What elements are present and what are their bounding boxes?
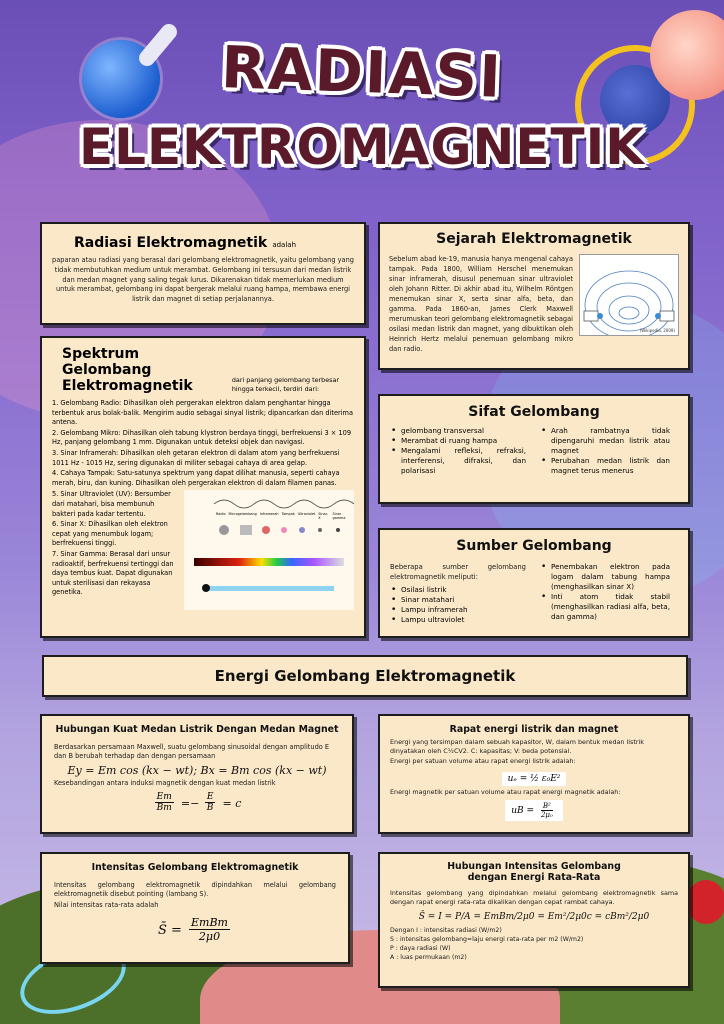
sifat-heading: Sifat Gelombang bbox=[468, 404, 600, 420]
energi-banner bbox=[42, 655, 688, 697]
hubungan-kuat-card bbox=[40, 714, 354, 834]
rapat-body2: Energi per satuan volume atau rapat energi listrik adalah: bbox=[390, 756, 576, 765]
sejarah-heading: Sejarah Elektromagnetik bbox=[436, 231, 632, 247]
hubungan-kuat-heading: Hubungan Kuat Medan Listrik Dengan Medan Magnet bbox=[55, 724, 339, 735]
intensitas-card bbox=[40, 852, 350, 964]
band-label: Tampak bbox=[281, 512, 295, 517]
intensity-equation: S̄ = $\frac{\text{EmBm}}{2\mu 0}$ bbox=[157, 916, 228, 944]
intro-heading: Radiasi Elektromagnetik bbox=[74, 235, 268, 251]
magnetic-density-equation: uB = $\frac{\text{B²}}{\text{2μ₀}}$ bbox=[505, 800, 563, 821]
electric-density-equation: uₑ = ½ ε₀E² bbox=[502, 772, 567, 786]
sumber-item: • Inti atom tidak stabil (menghasilkan radiasi alfa, beta, dan gamma) bbox=[540, 592, 670, 622]
sifat-item: • Merambat di ruang hampa bbox=[390, 436, 526, 446]
sifat-list-right bbox=[540, 426, 670, 476]
sumber-heading: Sumber Gelombang bbox=[456, 538, 612, 554]
band-label: Sinar-X bbox=[318, 512, 329, 521]
spektrum-item: 2. Gelombang Mikro: Dihasilkan oleh tabung klystron berdaya tinggi, berfrekuensi 3 × 109 Hz, panjang gelombang 1 mm. Digunakan untuk deteksi objek dan navigasi. bbox=[52, 428, 352, 447]
page-title-line2: ELEKTROMAGNETIK bbox=[79, 118, 645, 176]
sumber-item: • Osilasi listrik bbox=[390, 585, 526, 595]
page-title-line1: RADIASI bbox=[220, 33, 504, 111]
intensitas-heading: Intensitas Gelombang Elektromagnetik bbox=[91, 862, 299, 873]
band-label: Ultraviolet bbox=[297, 512, 316, 517]
rapat-heading: Rapat energi listrik dan magnet bbox=[449, 724, 619, 735]
hubungan-intensitas-heading-1: Hubungan Intensitas Gelombang bbox=[447, 861, 621, 872]
apple-icon bbox=[686, 880, 724, 924]
spektrum-card bbox=[40, 336, 366, 638]
hubungan-intensitas-card bbox=[378, 852, 690, 988]
sejarah-body: Sebelum abad ke-19, manusia hanya mengenal cahaya tampak. Pada 1800, William Herschel menemukan sinar inframerah, disusul penemuan sinar ultraviolet oleh Johann Ritter. Di akhir abad itu, Wilhelm Röntgen menemukan sinar X, serta sinar alfa, beta, dan gamma. Pada 1860-an, James Clerk Maxwell merumuskan teori gelombang elektromagnetik sebagai osilasi medan listrik dan magnet, yang dibuktikan oleh Heinrich Hertz melalui penemuan gelombang mikro dan radio. bbox=[389, 255, 573, 353]
band-label: Inframerah bbox=[259, 512, 279, 517]
sumber-item: • Sinar matahari bbox=[390, 595, 526, 605]
legend-item: A : luas permukaan (m2) bbox=[390, 954, 467, 962]
sifat-list-left bbox=[390, 426, 526, 476]
sifat-item: • Perubahan medan listrik dan magnet terus menerus bbox=[540, 456, 670, 476]
spektrum-item: 6. Sinar X: Dihasilkan oleh elektron cepat yang menumbuk logam; berfrekuensi tinggi. bbox=[52, 520, 168, 548]
sifat-item: • Mengalami refleksi, refraksi, interferensi, difraksi, dan polarisasi bbox=[390, 446, 526, 476]
hubungan-intensitas-body: Intensitas gelombang yang dipindahkan melalui gelombang elektromagnetik sama dengan rapat energi rata-rata dikalikan dengan cepat rambat cahaya. bbox=[390, 889, 678, 907]
sumber-list-right bbox=[540, 562, 670, 625]
spektrum-list bbox=[52, 399, 354, 488]
band-label: Sinar gamma bbox=[332, 512, 346, 521]
intensitas-body: Intensitas gelombang elektromagnetik dipindahkan melalui gelombang elektromagnetik disebut pointing (lambang S). bbox=[54, 881, 336, 899]
hubungan-kuat-body2: Kesebandingan antara induksi magnetik dengan kuat medan listrik bbox=[54, 778, 276, 787]
legend-list bbox=[390, 926, 678, 963]
sumber-item: • Penembakan elektron pada logam dalam tabung hampa (menghasilkan sinar X) bbox=[540, 562, 670, 592]
energi-heading: Energi Gelombang Elektromagnetik bbox=[214, 667, 516, 685]
band-label: Microgelombang bbox=[228, 512, 257, 517]
intensitas-body2: Nilai intensitas rata-rata adalah bbox=[54, 900, 159, 909]
sumber-intro: Beberapa sumber gelombang elektromagnetik meliputi: bbox=[390, 563, 526, 582]
rapat-card bbox=[378, 714, 690, 834]
sifat-item: • Arah rambatnya tidak dipengaruhi medan listrik atau magnet bbox=[540, 426, 670, 456]
spektrum-item: 7. Sinar Gamma: Berasal dari unsur radioaktif, berfrekuensi tertinggi dan daya tembus kuat. Dapat digunakan untuk sterilisasi dan rekayasa genetika. bbox=[52, 549, 174, 597]
rapat-body: Energi yang tersimpan dalam sebuah kapasitor, W, dalam bentuk medan listrik dinyatakan oleh C½CV2. C: kapasitas; V: beda potensial. bbox=[390, 738, 644, 756]
legend-item: Dengan I : intensitas radiasi (W/m2) bbox=[390, 926, 502, 934]
image-caption: (Wikipedia, 2009) bbox=[639, 328, 675, 333]
sumber-card bbox=[378, 528, 690, 638]
sumber-item: • Lampu inframerah bbox=[390, 605, 526, 615]
ratio-fraction-2: $\frac{E}{B}$ bbox=[206, 792, 214, 814]
legend-item: S : intensitas gelombang=laju energi rata-rata per m2 (W/m2) bbox=[390, 936, 584, 944]
spektrum-heading-line1: Spektrum Gelombang bbox=[62, 346, 152, 378]
spektrum-item: 4. Cahaya Tampak: Satu-satunya spektrum yang dapat dilihat manusia, seperti cahaya merah, biru, dan kuning. Dihasilkan oleh pergerakan elektron di dalam filamen panas. bbox=[52, 469, 340, 487]
band-label: Radio bbox=[216, 512, 226, 517]
spektrum-subheading: dari panjang gelombang terbesar hingga terkecil, terdiri dari: bbox=[231, 376, 340, 393]
spectrum-diagram bbox=[184, 490, 354, 610]
intro-body: paparan atau radiasi yang berasal dari gelombang elektromagnetik, yaitu gelombang yang tidak membutuhkan medium untuk merambat. Gelombang ini tersusun dari medan listrik dan medan magnet yang saling tegak lurus. Dikarenakan tidak memerlukan medium untuk merambat, gelombang ini dapat bergerak melalui ruang hampa, membawa energi listrik dan magnet di setiap perjalanannya. bbox=[52, 256, 354, 304]
sumber-list-left bbox=[390, 585, 526, 625]
intro-card bbox=[40, 222, 366, 325]
hubungan-intensitas-heading-2: dengan Energi Rata-Rata bbox=[467, 872, 601, 883]
spektrum-item: 1. Gelombang Radio: Dihasilkan oleh pergerakan elektron dalam penghantar hingga terbentuk arus bolak-balik. Mengirim audio sebagai sinyal listrik; dipancarkan dan diterima antena. bbox=[52, 399, 354, 427]
sejarah-card bbox=[378, 222, 690, 370]
rapat-body3: Energi magnetik per satuan volume atau rapat energi magnetik adalah: bbox=[390, 788, 621, 797]
spektrum-list-lower bbox=[52, 490, 178, 610]
ratio-equation: $\frac{Em}{Bm}$ =− $\frac{E}{B}$ = c bbox=[156, 792, 242, 814]
intro-heading-suffix: adalah bbox=[272, 241, 297, 249]
sumber-item: • Lampu ultraviolet bbox=[390, 615, 526, 625]
intensity-energy-equation: S̄ = I = P/A = EmBm/2μ0 = Em²/2μ0c = cBm²/2μ0 bbox=[418, 911, 650, 922]
ratio-fraction-1: $\frac{Em}{Bm}$ bbox=[156, 792, 172, 814]
spektrum-item: 3. Sinar Inframerah: Dihasilkan oleh getaran elektron di dalam atom yang berfrekuensi 1011 Hz - 1015 Hz, sering digunakan di militer sebagai cahaya di area gelap. bbox=[52, 448, 340, 467]
spektrum-heading-line2: Elektromagnetik bbox=[62, 378, 193, 394]
field-lines-image bbox=[579, 254, 679, 336]
sifat-item: • gelombang transversal bbox=[390, 426, 526, 436]
maxwell-equation: Ey = Em cos (kx − wt); Bx = Bm cos (kx − wt) bbox=[67, 763, 327, 777]
spektrum-item: 5. Sinar Ultraviolet (UV): Bersumber dari matahari, bisa membunuh bakteri pada kadar tertentu. bbox=[52, 490, 171, 518]
sifat-card bbox=[378, 394, 690, 504]
legend-item: P : daya radiasi (W) bbox=[390, 945, 451, 953]
hubungan-kuat-body: Berdasarkan persamaan Maxwell, suatu gelombang sinusoidal dengan amplitudo E dan B berubah terhadap dan dengan persamaan bbox=[54, 743, 330, 761]
